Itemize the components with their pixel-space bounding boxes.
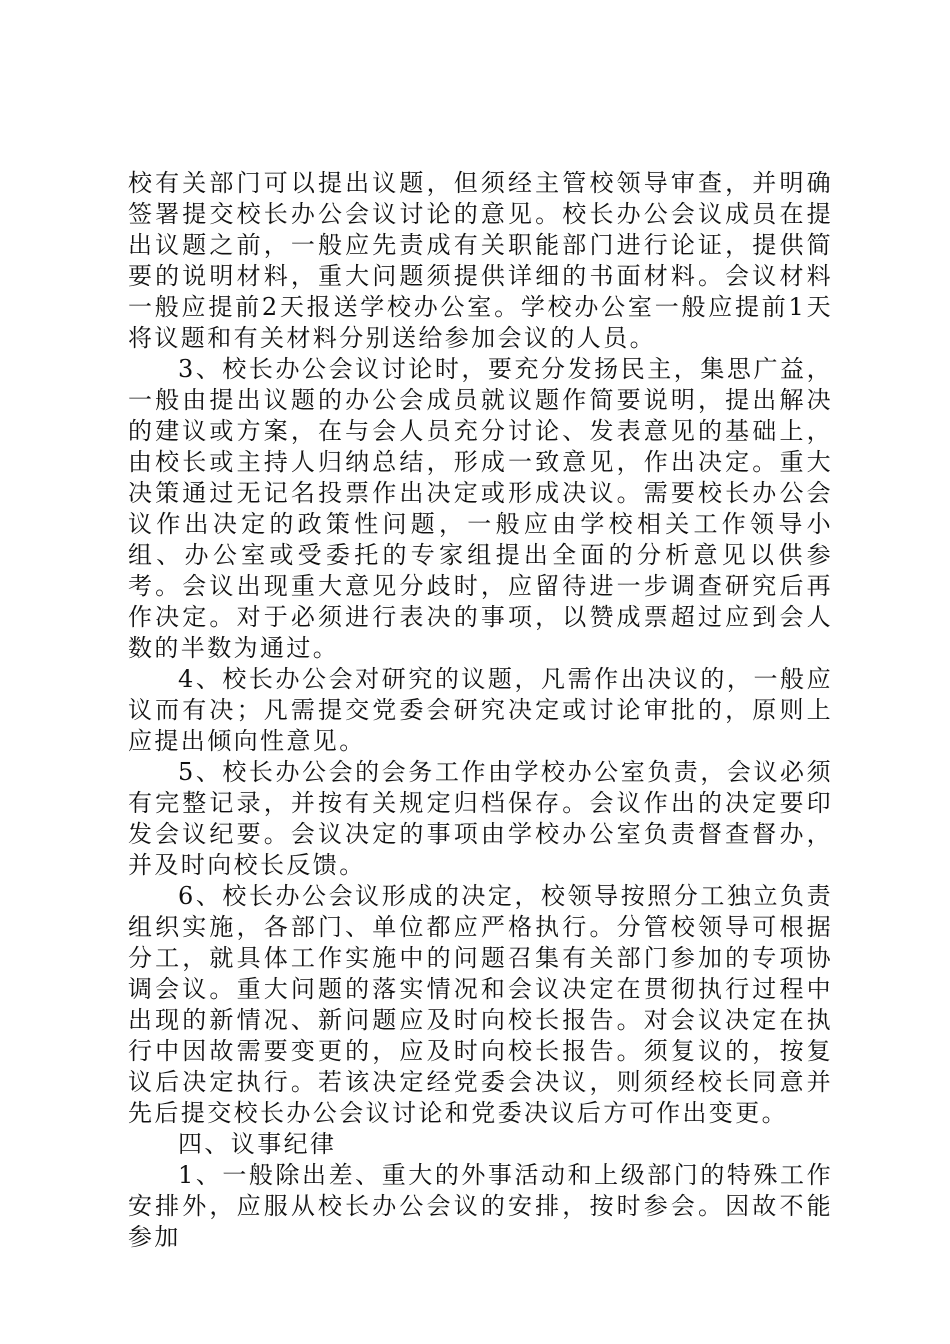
paragraph-item-4: 4、校长办公会对研究的议题，凡需作出决议的，一般应议而有决；凡需提交党委会研究决定或讨论审批的，原则上应提出倾向性意见。: [128, 665, 833, 755]
document-body: [128, 168, 833, 1253]
paragraph-continuation: 校有关部门可以提出议题，但须经主管校领导审查，并明确签署提交校长办公会议讨论的意见。校长办公会议成员在提出议题之前，一般应先责成有关职能部门进行论证，提供简要的说明材料，重大问题须提供详细的书面材料。会议材料一般应提前2天报送学校办公室。学校办公室一般应提前1天将议题和有关材料分别送给参加会议的人员。: [128, 169, 833, 352]
section-heading-discipline: 四、议事纪律: [178, 1130, 337, 1158]
paragraph-discipline-1: 1、一般除出差、重大的外事活动和上级部门的特殊工作安排外，应服从校长办公会议的安排，按时参会。因故不能参加: [128, 1161, 833, 1251]
paragraph-item-5: 5、校长办公会的会务工作由学校办公室负责，会议必须有完整记录，并按有关规定归档保存。会议作出的决定要印发会议纪要。会议决定的事项由学校办公室负责督查督办，并及时向校长反馈。: [128, 758, 833, 879]
paragraph-item-3: 3、校长办公会议讨论时，要充分发扬民主，集思广益，一般由提出议题的办公会成员就议题作简要说明，提出解决的建议或方案，在与会人员充分讨论、发表意见的基础上，由校长或主持人归纳总结，形成一致意见，作出决定。重大决策通过无记名投票作出决定或形成决议。需要校长办公会议作出决定的政策性问题，一般应由学校相关工作领导小组、办公室或受委托的专家组提出全面的分析意见以供参考。会议出现重大意见分歧时，应留待进一步调查研究后再作决定。对于必须进行表决的事项，以赞成票超过应到会人数的半数为通过。: [128, 355, 833, 662]
paragraph-item-6: 6、校长办公会议形成的决定，校领导按照分工独立负责组织实施，各部门、单位都应严格执行。分管校领导可根据分工，就具体工作实施中的问题召集有关部门参加的专项协调会议。重大问题的落实情况和会议决定在贯彻执行过程中出现的新情况、新问题应及时向校长报告。对会议决定在执行中因故需要变更的，应及时向校长报告。须复议的，按复议后决定执行。若该决定经党委会决议，则须经校长同意并先后提交校长办公会议讨论和党委决议后方可作出变更。: [128, 882, 833, 1127]
